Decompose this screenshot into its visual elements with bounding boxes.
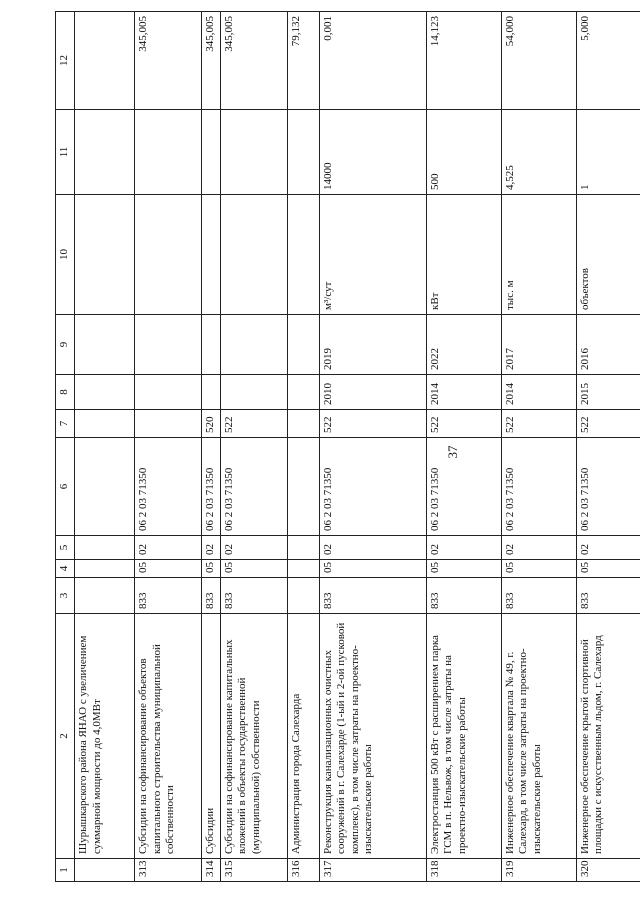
col10-value bbox=[220, 195, 287, 315]
col9-value: 2019 bbox=[319, 315, 426, 375]
item-name: Реконструкция канализационных очистных сооружений в г. Салехарде (1-ый и 2-ой пусковой комплекс), в том числе затраты на проектно-изыскательские работы bbox=[319, 614, 426, 859]
col3-value: 833 bbox=[501, 578, 576, 614]
col10-value bbox=[135, 195, 202, 315]
header-cell: 11 bbox=[56, 110, 75, 195]
col7-value bbox=[135, 410, 202, 438]
col5-value bbox=[287, 536, 319, 560]
item-name: Субсидии на софинансирование капитальных вложений в объекты государственной (муниципальной) собственности bbox=[220, 614, 287, 859]
col11-value bbox=[75, 110, 135, 195]
col8-value: 2014 bbox=[426, 375, 501, 410]
col4-value: 05 bbox=[319, 560, 426, 578]
col4-value bbox=[287, 560, 319, 578]
col12-value: 5,000 bbox=[576, 12, 640, 110]
col11-value bbox=[135, 110, 202, 195]
col12-value: 345,005 bbox=[135, 12, 202, 110]
col12-value: 345,005 bbox=[220, 12, 287, 110]
row-number: 316 bbox=[287, 859, 319, 882]
item-name: Администрация города Салехарда bbox=[287, 614, 319, 859]
col8-value bbox=[287, 375, 319, 410]
header-cell: 8 bbox=[56, 375, 75, 410]
col4-value: 05 bbox=[426, 560, 501, 578]
header-cell: 10 bbox=[56, 195, 75, 315]
col5-value: 02 bbox=[426, 536, 501, 560]
col9-value: 2022 bbox=[426, 315, 501, 375]
row-number: 318 bbox=[426, 859, 501, 882]
table-row bbox=[576, 12, 640, 882]
col8-value bbox=[220, 375, 287, 410]
col5-value: 02 bbox=[202, 536, 221, 560]
col12-value bbox=[75, 12, 135, 110]
table-row bbox=[75, 12, 135, 882]
item-name: Субсидии bbox=[202, 614, 221, 859]
col5-value: 02 bbox=[576, 536, 640, 560]
col7-value: 522 bbox=[319, 410, 426, 438]
col7-value: 522 bbox=[220, 410, 287, 438]
col6-value: 06 2 03 71350 bbox=[202, 438, 221, 536]
col9-value: 2017 bbox=[501, 315, 576, 375]
col6-value: 06 2 03 71350 bbox=[426, 438, 501, 536]
col10-value bbox=[75, 195, 135, 315]
row-number: 315 bbox=[220, 859, 287, 882]
item-name: Субсидии на софинансирование объектов капитального строительства муниципальной собственности bbox=[135, 614, 202, 859]
col11-value bbox=[287, 110, 319, 195]
row-number: 314 bbox=[202, 859, 221, 882]
col7-value: 522 bbox=[426, 410, 501, 438]
col6-value: 06 2 03 71350 bbox=[501, 438, 576, 536]
col5-value bbox=[75, 536, 135, 560]
col3-value bbox=[287, 578, 319, 614]
header-cell: 5 bbox=[56, 536, 75, 560]
col11-value: 500 bbox=[426, 110, 501, 195]
table-row bbox=[135, 12, 202, 882]
col9-value bbox=[75, 315, 135, 375]
col6-value bbox=[75, 438, 135, 536]
col10-value bbox=[202, 195, 221, 315]
col6-value bbox=[287, 438, 319, 536]
col7-value: 520 bbox=[202, 410, 221, 438]
col10-value: кВт bbox=[426, 195, 501, 315]
col3-value: 833 bbox=[220, 578, 287, 614]
col4-value: 05 bbox=[576, 560, 640, 578]
col5-value: 02 bbox=[319, 536, 426, 560]
col8-value: 2015 bbox=[576, 375, 640, 410]
col8-value bbox=[202, 375, 221, 410]
col11-value: 14000 bbox=[319, 110, 426, 195]
header-row bbox=[56, 12, 75, 882]
col3-value: 833 bbox=[202, 578, 221, 614]
col4-value: 05 bbox=[135, 560, 202, 578]
header-cell: 1 bbox=[56, 859, 75, 882]
col3-value: 833 bbox=[426, 578, 501, 614]
row-number: 320 bbox=[576, 859, 640, 882]
row-number bbox=[75, 859, 135, 882]
col3-value: 833 bbox=[135, 578, 202, 614]
col4-value bbox=[75, 560, 135, 578]
col5-value: 02 bbox=[135, 536, 202, 560]
col11-value bbox=[202, 110, 221, 195]
budget-table bbox=[55, 11, 640, 882]
col8-value: 2010 bbox=[319, 375, 426, 410]
header-cell: 2 bbox=[56, 614, 75, 859]
col12-value: 54,000 bbox=[501, 12, 576, 110]
item-name: Инженерное обеспечение крытой спортивной площадки с искусственным льдом, г. Салехард bbox=[576, 614, 640, 859]
table-row bbox=[501, 12, 576, 882]
col11-value bbox=[220, 110, 287, 195]
col10-value bbox=[287, 195, 319, 315]
col12-value: 0,001 bbox=[319, 12, 426, 110]
col5-value: 02 bbox=[220, 536, 287, 560]
col4-value: 05 bbox=[202, 560, 221, 578]
col8-value bbox=[75, 375, 135, 410]
header-cell: 6 bbox=[56, 438, 75, 536]
col6-value: 06 2 03 71350 bbox=[576, 438, 640, 536]
col12-value: 79,132 bbox=[287, 12, 319, 110]
header-cell: 9 bbox=[56, 315, 75, 375]
header-cell: 7 bbox=[56, 410, 75, 438]
table-row bbox=[319, 12, 426, 882]
col6-value: 06 2 03 71350 bbox=[220, 438, 287, 536]
rotated-table-container bbox=[55, 12, 604, 882]
col9-value: 2016 bbox=[576, 315, 640, 375]
col8-value bbox=[135, 375, 202, 410]
item-name: Инженерное обеспечение квартала № 49, г. Салехард, в том числе затраты на проектно-изыскательские работы bbox=[501, 614, 576, 859]
col6-value: 06 2 03 71350 bbox=[135, 438, 202, 536]
row-number: 317 bbox=[319, 859, 426, 882]
table-row bbox=[426, 12, 501, 882]
col10-value: м³/сут bbox=[319, 195, 426, 315]
table-row bbox=[287, 12, 319, 882]
col12-value: 14,123 bbox=[426, 12, 501, 110]
col3-value: 833 bbox=[319, 578, 426, 614]
col7-value: 522 bbox=[576, 410, 640, 438]
col9-value bbox=[202, 315, 221, 375]
col10-value: тыс. м bbox=[501, 195, 576, 315]
table-row bbox=[220, 12, 287, 882]
row-number: 319 bbox=[501, 859, 576, 882]
table-row bbox=[202, 12, 221, 882]
col7-value: 522 bbox=[501, 410, 576, 438]
col11-value: 1 bbox=[576, 110, 640, 195]
col8-value: 2014 bbox=[501, 375, 576, 410]
col12-value: 345,005 bbox=[202, 12, 221, 110]
col9-value bbox=[220, 315, 287, 375]
col10-value: объектов bbox=[576, 195, 640, 315]
item-name: Электростанция 500 кВт с расширением парка ГСМ в п. Нельвож, в том числе затраты на проектно-изыскательские работы bbox=[426, 614, 501, 859]
col6-value: 06 2 03 71350 bbox=[319, 438, 426, 536]
col9-value bbox=[287, 315, 319, 375]
col9-value bbox=[135, 315, 202, 375]
row-number: 313 bbox=[135, 859, 202, 882]
header-cell: 12 bbox=[56, 12, 75, 110]
col7-value bbox=[287, 410, 319, 438]
header-cell: 4 bbox=[56, 560, 75, 578]
item-name: Шурышкарского района ЯНАО с увеличением суммарной мощности до 4,0МВт bbox=[75, 614, 135, 859]
col4-value: 05 bbox=[220, 560, 287, 578]
col7-value bbox=[75, 410, 135, 438]
col5-value: 02 bbox=[501, 536, 576, 560]
page-number: 37 bbox=[445, 445, 460, 459]
header-cell: 3 bbox=[56, 578, 75, 614]
col3-value: 833 bbox=[576, 578, 640, 614]
col4-value: 05 bbox=[501, 560, 576, 578]
col11-value: 4,525 bbox=[501, 110, 576, 195]
col3-value bbox=[75, 578, 135, 614]
